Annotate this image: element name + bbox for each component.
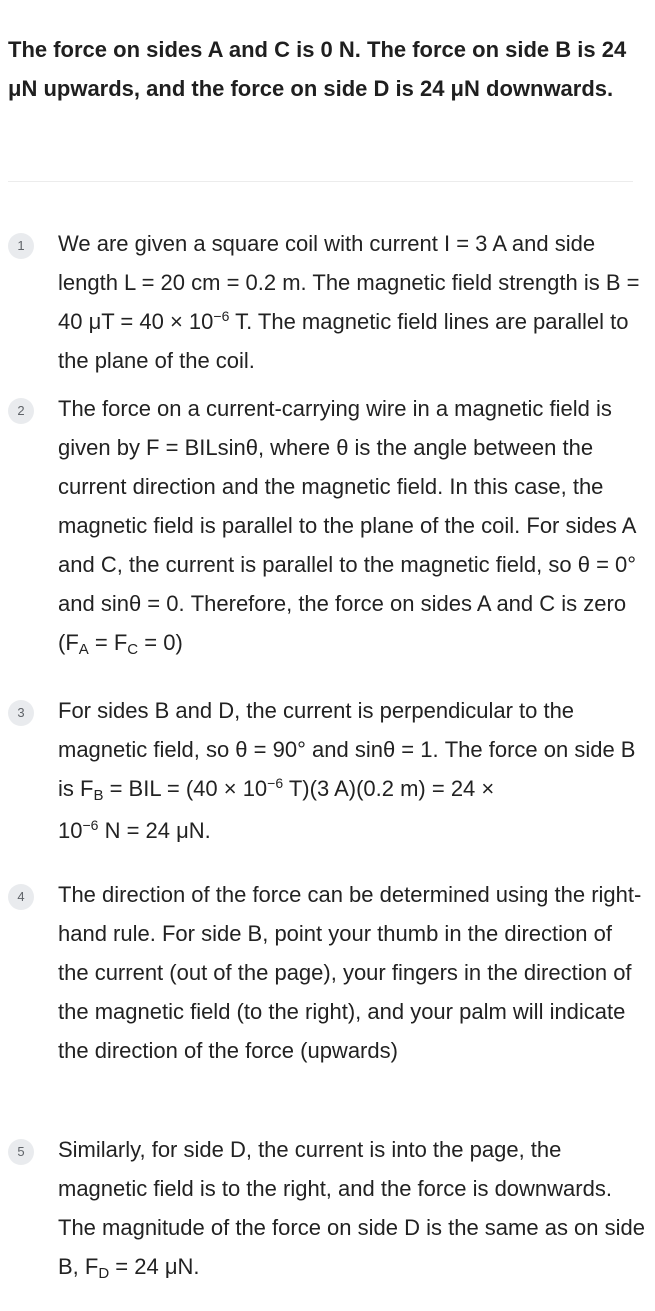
- step-text-part: = F: [88, 630, 128, 655]
- step-text-part: = 0): [138, 630, 183, 655]
- step-item: [0, 389, 655, 691]
- step-text-part: N = 24 μN.: [98, 818, 211, 843]
- step-number-badge: 5: [8, 1139, 34, 1165]
- step-text: [58, 1130, 645, 1286]
- step-text-continuation: [58, 808, 645, 853]
- step-text-part: = 24 μN.: [109, 1254, 200, 1279]
- step-text-part: Similarly, for side D, the current is into the page, the magnetic field is to the right, and the force is downwards. The magnitude of the force on side D is the same as on side B, F: [58, 1137, 645, 1279]
- solution-steps: [0, 224, 655, 1290]
- step-item: [0, 691, 655, 875]
- final-answer: [8, 30, 638, 108]
- step-number-badge: 1: [8, 233, 34, 259]
- step-text-part: The force on a current-carrying wire in a magnetic field is given by F = BILsinθ, where θ is the angle between the current direction and the magnetic field. In this case, the magnetic field is parallel to the plane of the coil. For sides A and C, the current is parallel to the magnetic field, so θ = 0° and sinθ = 0. Therefore, the force on sides A and C is zero (F: [58, 396, 637, 655]
- subscript: B: [93, 787, 104, 804]
- step-text-part: 10: [58, 818, 83, 843]
- divider: [8, 181, 633, 182]
- superscript: −6: [267, 775, 284, 791]
- step-item: [0, 1130, 655, 1290]
- subscript: C: [127, 641, 139, 658]
- step-item: [0, 875, 655, 1130]
- step-text: [58, 224, 645, 380]
- step-item: [0, 224, 655, 389]
- step-text-part: For sides B and D, the current is perpendicular to the magnetic field, so θ = 90° and sinθ = 1. The force on side B is F: [58, 698, 636, 801]
- step-text-part: We are given a square coil with current I = 3 A and side length L = 20 cm = 0.2 m. The magnetic field strength is B = 40 μT = 40 × 10: [58, 231, 640, 334]
- final-answer-text: The force on sides A and C is 0 N. The force on side B is 24 μN upwards, and the force on side D is 24 μN downwards.: [8, 37, 627, 101]
- step-text: [58, 875, 645, 1070]
- step-text-part: = BIL = (40 × 10: [103, 776, 268, 801]
- step-text: [58, 389, 645, 662]
- step-text-part: T)(3 A)(0.2 m) = 24 ×: [283, 776, 495, 801]
- step-text: [58, 691, 645, 808]
- step-number-badge: 3: [8, 700, 34, 726]
- superscript: −6: [213, 308, 230, 324]
- step-number-badge: 2: [8, 398, 34, 424]
- step-text-part: T. The magnetic field lines are parallel to the plane of the coil.: [58, 309, 629, 373]
- subscript: D: [98, 1265, 110, 1282]
- step-number-badge: 4: [8, 884, 34, 910]
- subscript: A: [78, 641, 89, 658]
- step-text-part: The direction of the force can be determined using the right-hand rule. For side B, point your thumb in the direction of the current (out of the page), your fingers in the direction of the magnetic field (to the right), and your palm will indicate the direction of the force (upwards): [58, 882, 642, 1063]
- superscript: −6: [82, 817, 99, 833]
